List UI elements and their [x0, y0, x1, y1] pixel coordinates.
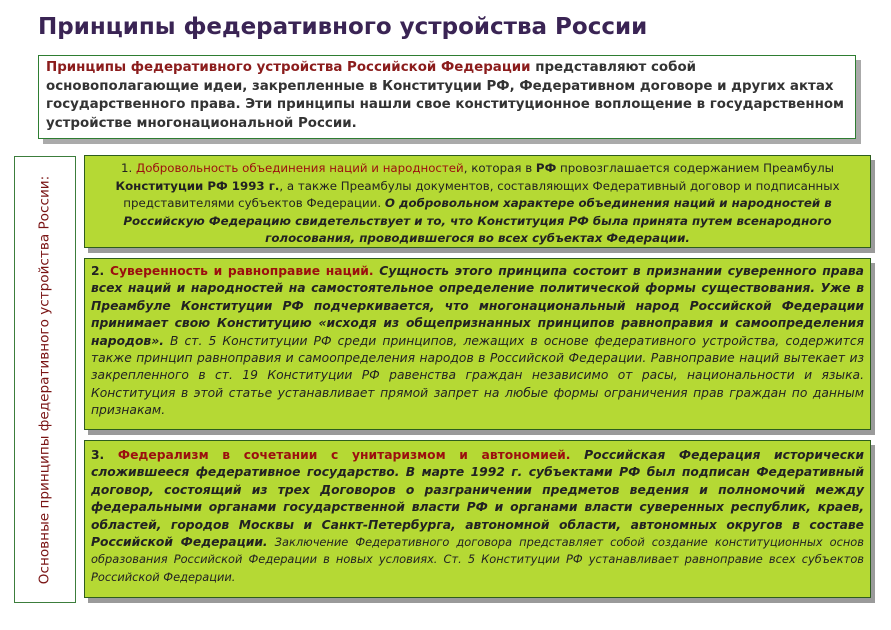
- intro-box: [38, 55, 856, 139]
- principle-3-italic: Заключение Федеративного договора представляет собой создание конституционных основ образования Российской Федерации в новых условиях. Ст. 5 Конституции РФ устанавливает равноправие всех субъектов Российской Федерации.: [91, 535, 864, 584]
- principle-1-text-a: , которая в: [463, 161, 536, 175]
- principle-1-constitution: Конституции РФ 1993 г.: [115, 178, 280, 193]
- principle-2-number: 2.: [91, 264, 110, 278]
- principle-2-box: [84, 258, 871, 430]
- principle-1-text-c: , а также Преамбулы документов, составляющих Федеративный договор и подписанных представителями субъектов Федерации.: [123, 178, 840, 210]
- principle-3-box: [84, 440, 871, 598]
- principle-3-bold-italic: Российская Федерация исторически сложившееся федеративное государство. В марте 1992 г. субъектами РФ был подписан Федеративный договор, состоящий из трех Договоров о разграничении предметов ведения и полномочий между федеральными органами государственной власти РФ и органами власти суверенных республик, краев, областей, городов Москвы и Санкт-Петербурга, автономной области, автономных округов в составе Российской Федерации.: [91, 448, 864, 550]
- side-panel: [14, 156, 76, 603]
- principle-1-rf: РФ: [535, 161, 557, 175]
- principle-2-name: Суверенность и равноправие наций.: [109, 264, 374, 278]
- page-title: Принципы федеративного устройства России: [38, 14, 648, 40]
- principle-2-italic: В ст. 5 Конституции РФ среди принципов, лежащих в основе федеративного устройства, содержится также принцип равноправия и самоопределения народов в Российской Федерации. Равноправие наций вытекает из закрепленного в ст. 19 Конституции РФ равенства граждан независимо от расы, национальности и языка. Конституция в этой статье устанавливает прямой запрет на любые формы ограничения прав граждан по данным признакам.: [91, 333, 864, 418]
- principle-3-name: Федерализм в сочетании с унитаризмом и автономией.: [117, 448, 571, 462]
- principle-1-name: Добровольность объединения наций и народностей: [136, 161, 464, 175]
- principle-1-box: [84, 155, 871, 248]
- principle-1-number: 1.: [121, 161, 137, 175]
- principle-3-number: 3.: [91, 448, 118, 462]
- intro-highlight: Принципы федеративного устройства Российской Федерации: [46, 60, 531, 75]
- side-label: Основные принципы федеративного устройства России:: [36, 175, 53, 584]
- principle-1-text-b: провозглашается содержанием Преамбулы: [556, 161, 834, 175]
- intro-text: представляют собой основополагающие идеи, закрепленные в Конституции РФ, Федеративном договоре и других актах государственного права. Эти принципы нашли свое конституционное воплощение в государственном устройстве многонациональной России.: [46, 60, 844, 131]
- principle-1-italic: О добровольном характере объединения наций и народностей в Российскую Федерацию свидетельствует и то, что Конституция РФ была принята путем всенародного голосования, проводившегося во всех субъектах Федерации.: [123, 196, 832, 245]
- principle-2-bold-italic: Сущность этого принципа состоит в признании суверенного права всех наций и народностей на самостоятельное определение политической формы существования. Уже в Преамбуле Конституции РФ подчеркивается, что многонациональный народ Российской Федерации принимает свою Конституцию «исходя из общепризнанных принципов равноправия и самоопределения народов».: [91, 264, 864, 348]
